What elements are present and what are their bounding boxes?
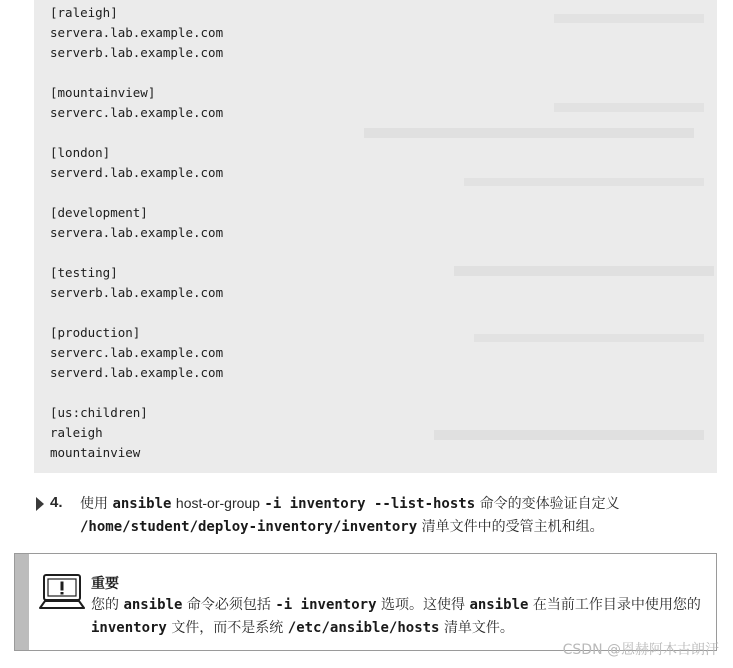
note-text: 命令必须包括 bbox=[186, 597, 271, 613]
bleed-through-text bbox=[434, 430, 704, 440]
note-text: 选项。这使得 bbox=[380, 597, 465, 613]
code-line bbox=[50, 183, 223, 203]
code-line bbox=[50, 383, 223, 403]
code-line bbox=[50, 243, 223, 263]
watermark: CSDN @恩赫阿木古朗汗 bbox=[562, 642, 719, 658]
step-text: 命令的变体验证自定义 bbox=[479, 496, 620, 512]
code-line: serverd.lab.example.com bbox=[50, 365, 224, 380]
step-number: 4. bbox=[50, 494, 63, 511]
note-text: 文件，而不是系统 bbox=[171, 620, 284, 636]
code-line: [london] bbox=[50, 145, 111, 160]
code-line: [testing] bbox=[50, 265, 118, 280]
code-line: [development] bbox=[50, 205, 148, 220]
code-line bbox=[50, 303, 223, 323]
note-text: 您的 bbox=[91, 597, 119, 613]
note-side-bar bbox=[15, 554, 29, 650]
code-line: [us:children] bbox=[50, 405, 148, 420]
system-hosts-path: /etc/ansible/hosts bbox=[287, 620, 440, 636]
code-line: servera.lab.example.com bbox=[50, 225, 224, 240]
step-instruction bbox=[80, 492, 720, 539]
code-line: serverb.lab.example.com bbox=[50, 45, 224, 60]
step-text: 使用 bbox=[80, 496, 108, 512]
command-option: -i inventory bbox=[275, 597, 377, 613]
monitor-warning-icon bbox=[39, 573, 85, 611]
code-line: mountainview bbox=[50, 445, 141, 460]
command-ansible: ansible bbox=[112, 496, 172, 512]
code-line: [raleigh] bbox=[50, 5, 118, 20]
bleed-through-text bbox=[554, 14, 704, 112]
important-note bbox=[14, 553, 717, 651]
inventory-file: inventory bbox=[91, 620, 167, 636]
bleed-through-text bbox=[454, 266, 714, 276]
code-line: [production] bbox=[50, 325, 141, 340]
code-line bbox=[50, 123, 223, 143]
step-arrow-icon bbox=[36, 497, 44, 511]
code-line: serverc.lab.example.com bbox=[50, 105, 224, 120]
code-line: servera.lab.example.com bbox=[50, 25, 224, 40]
bleed-through-text bbox=[474, 334, 704, 342]
code-line: serverb.lab.example.com bbox=[50, 285, 224, 300]
note-text: 清单文件。 bbox=[443, 620, 514, 636]
inventory-path: /home/student/deploy-inventory/inventory bbox=[80, 519, 418, 535]
command-ansible: ansible bbox=[123, 597, 183, 613]
command-ansible: ansible bbox=[469, 597, 529, 613]
code-line: serverc.lab.example.com bbox=[50, 345, 224, 360]
step-text: host-or-group bbox=[175, 495, 260, 511]
note-text: 在当前工作目录中使用您的 bbox=[532, 597, 701, 613]
code-line: raleigh bbox=[50, 425, 103, 440]
code-line: serverd.lab.example.com bbox=[50, 165, 224, 180]
bleed-through-text bbox=[464, 178, 704, 186]
code-line bbox=[50, 63, 223, 83]
code-line: [mountainview] bbox=[50, 85, 156, 100]
inventory-listing bbox=[50, 3, 223, 463]
step-text: 清单文件中的受管主机和组。 bbox=[421, 519, 604, 535]
note-body bbox=[91, 594, 701, 640]
note-title: 重要 bbox=[91, 576, 119, 592]
bleed-through-text bbox=[364, 128, 694, 138]
command-options: -i inventory --list-hosts bbox=[264, 496, 476, 512]
